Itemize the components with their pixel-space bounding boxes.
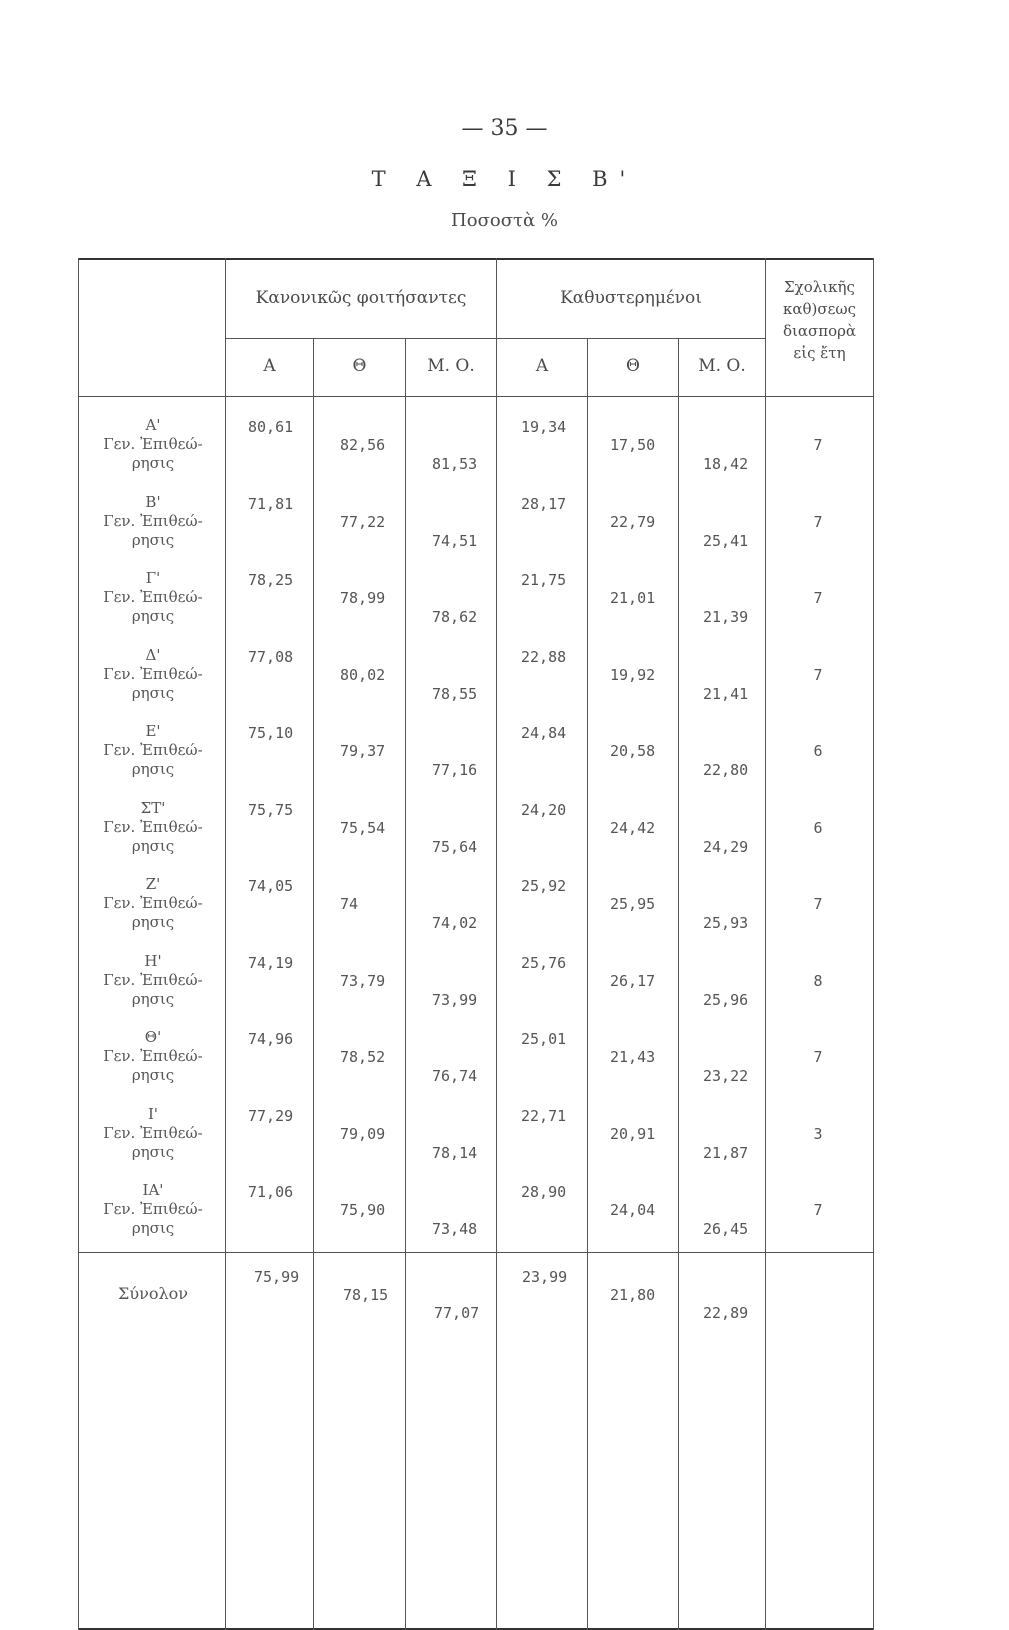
cell-delayed-mo: 25,93 [703,914,749,932]
cell-delayed-mo: 22,80 [703,761,749,779]
header-delayed-a: Α [535,356,549,376]
rule-total-top [78,1252,874,1253]
total-delayed-th: 21,80 [610,1286,656,1304]
header-delayed-mo: Μ. Ο. [698,356,746,376]
rule-delayed-th [678,338,679,1630]
row-label [78,1105,228,1162]
rule-header-bottom [78,396,874,397]
cell-delayed-mo: 21,87 [703,1143,749,1162]
header-regular-mo: Μ. Ο. [427,356,475,376]
row-label-line: Γεν. Ἐπιθεώ- [103,1200,203,1218]
rule-regular-th [405,338,406,1630]
cell-dispersion: 7 [813,665,823,684]
cell-delayed-th: 20,58 [610,742,656,760]
cell-regular-mo: 74,02 [432,914,478,932]
cell-delayed-mo: 24,29 [703,837,749,856]
cell-delayed-mo: 26,45 [703,1220,749,1238]
cell-delayed-th: 17,50 [610,436,656,454]
cell-delayed-a: 25,92 [521,877,567,895]
cell-regular-th: 78,99 [340,589,386,607]
rule-top [78,258,874,260]
row-label [78,952,228,1009]
row-label [78,799,228,856]
header-delayed-group: Καθυστερημένοι [560,288,702,308]
row-label-line: Θ' [144,1028,162,1046]
row-label-line: Γεν. Ἐπιθεώ- [103,664,203,683]
cell-dispersion: 3 [813,1124,823,1143]
total-regular-th: 78,15 [343,1286,389,1304]
cell-delayed-th: 24,42 [610,818,656,837]
cell-delayed-th: 26,17 [610,971,656,990]
header-delayed-th: Θ [626,356,640,376]
total-regular-mo: 77,07 [434,1304,480,1322]
cell-regular-th: 79,09 [340,1124,386,1143]
cell-dispersion: 7 [813,436,823,454]
cell-regular-a: 75,75 [248,800,294,819]
cell-regular-mo: 78,62 [432,608,478,626]
cell-regular-th: 78,52 [340,1048,386,1066]
cell-regular-mo: 73,48 [432,1220,478,1238]
cell-delayed-mo: 18,42 [703,455,749,473]
cell-delayed-a: 25,01 [521,1030,567,1048]
total-label: Σύνολον [118,1284,188,1303]
cell-dispersion: 8 [813,971,823,990]
total-delayed-a: 23,99 [522,1268,568,1286]
row-label-line: Γεν. Ἐπιθεώ- [103,894,203,912]
row-label-line: Ζ' [145,875,161,893]
cell-delayed-mo: 21,39 [703,608,749,626]
row-label-line: ΙΑ' [142,1181,164,1199]
header-regular-th: Θ [352,356,367,376]
row-label-line: Γεν. Ἐπιθεώ- [103,1047,203,1065]
header-dispersion [766,276,873,364]
row-label-line: ρησις [131,760,175,778]
cell-delayed-a: 19,34 [521,418,567,436]
cell-regular-a: 71,06 [248,1183,294,1201]
row-label-line: ρησις [131,913,175,931]
cell-regular-mo: 75,64 [432,837,478,856]
page-number: — 35 — [461,116,548,141]
row-label-line: Γεν. Ἐπιθεώ- [103,435,203,453]
row-label-line: Γεν. Ἐπιθεώ- [103,511,203,530]
cell-dispersion: 6 [813,818,823,837]
cell-dispersion: 7 [813,895,823,913]
cell-delayed-th: 21,43 [610,1048,656,1066]
rule-delayed-a [587,338,588,1630]
total-delayed-mo: 22,89 [703,1304,749,1322]
rule-regular-a [313,338,314,1630]
cell-delayed-mo: 21,41 [703,684,749,703]
row-label-line: Β' [145,492,161,511]
header-dispersion-line: διασπορὰ [782,322,857,340]
row-label [78,646,228,703]
row-label-line: ρησις [131,530,175,549]
cell-delayed-a: 24,20 [521,800,567,819]
row-label-line: ρησις [131,836,175,855]
rule-dispersion-col [765,258,766,1630]
row-label [78,722,228,779]
row-label-line: Α' [145,416,161,434]
cell-regular-th: 74 [340,895,359,913]
cell-regular-a: 77,29 [248,1106,294,1125]
cell-regular-a: 71,81 [248,494,294,513]
total-regular-a: 75,99 [254,1268,300,1286]
row-label-line: ρησις [131,607,175,625]
row-label [78,416,228,473]
cell-regular-mo: 78,14 [432,1143,478,1162]
row-label [78,1181,228,1238]
cell-regular-mo: 74,51 [432,531,478,550]
cell-regular-th: 82,56 [340,436,386,454]
cell-dispersion: 7 [813,1048,823,1066]
row-label-line: Γεν. Ἐπιθεώ- [103,970,203,989]
cell-delayed-mo: 23,22 [703,1067,749,1085]
cell-delayed-th: 24,04 [610,1201,656,1219]
cell-delayed-th: 20,91 [610,1124,656,1143]
cell-regular-mo: 77,16 [432,761,478,779]
row-label [78,1028,228,1085]
header-regular-a: Α [263,356,276,376]
cell-delayed-th: 25,95 [610,895,656,913]
cell-regular-th: 79,37 [340,742,386,760]
row-label-line: ρησις [131,989,175,1008]
header-dispersion-line: εἰς ἔτη [793,344,846,362]
rule-subheader [225,338,765,339]
cell-dispersion: 7 [813,589,823,607]
cell-regular-th: 75,54 [340,818,386,837]
row-label-line: Δ' [145,645,161,664]
cell-regular-a: 74,96 [248,1030,294,1048]
cell-regular-th: 73,79 [340,971,386,990]
cell-regular-th: 77,22 [340,512,386,531]
table-title: Τ Α Ξ Ι Σ Β' [371,167,638,191]
cell-delayed-a: 24,84 [521,724,567,742]
row-label [78,875,228,932]
cell-regular-mo: 78,55 [432,684,478,703]
cell-delayed-a: 28,17 [521,494,567,513]
header-dispersion-line: καθ)σεως [782,300,857,318]
cell-dispersion: 7 [813,512,823,531]
cell-delayed-a: 22,71 [521,1106,567,1125]
cell-regular-th: 75,90 [340,1201,386,1219]
row-label-line: Γ' [145,569,161,587]
row-label-line: ρησις [131,1066,175,1084]
row-label-line: ρησις [131,683,175,702]
cell-regular-a: 75,10 [248,724,294,742]
cell-delayed-th: 19,92 [610,665,656,684]
cell-delayed-th: 22,79 [610,512,656,531]
header-dispersion-line: Σχολικῆς [784,278,855,296]
cell-regular-a: 80,61 [248,418,294,436]
cell-regular-a: 74,19 [248,953,294,972]
cell-regular-mo: 76,74 [432,1067,478,1085]
row-label [78,569,228,626]
cell-delayed-mo: 25,41 [703,531,749,550]
row-label-line: Γεν. Ἐπιθεώ- [103,741,203,759]
table-subtitle: Ποσοστὰ % [451,210,558,231]
cell-delayed-a: 21,75 [521,571,567,589]
row-label-line: Γεν. Ἐπιθεώ- [103,1123,203,1142]
cell-delayed-th: 21,01 [610,589,656,607]
rule-right [873,258,874,1630]
cell-regular-th: 80,02 [340,665,386,684]
cell-delayed-a: 22,88 [521,647,567,666]
cell-dispersion: 7 [813,1201,823,1219]
cell-delayed-mo: 25,96 [703,990,749,1009]
row-label-line: Γεν. Ἐπιθεώ- [103,817,203,836]
cell-delayed-a: 28,90 [521,1183,567,1201]
row-label-line: Γεν. Ἐπιθεώ- [103,588,203,606]
rule-group-divider [496,258,497,1630]
row-label-line: ρησις [131,454,175,472]
row-label-line: Η' [144,951,162,970]
cell-regular-mo: 81,53 [432,455,478,473]
cell-regular-a: 74,05 [248,877,294,895]
cell-dispersion: 6 [813,742,823,760]
row-label-line: ρησις [131,1142,175,1161]
row-label-line: Ι' [147,1104,159,1123]
cell-regular-a: 78,25 [248,571,294,589]
row-label-line: Ε' [145,722,161,740]
cell-delayed-a: 25,76 [521,953,567,972]
statistics-table [78,258,874,1630]
row-label-line: ρησις [131,1219,175,1237]
cell-regular-mo: 73,99 [432,990,478,1009]
cell-regular-a: 77,08 [248,647,294,666]
row-label-line: ΣΤ' [140,798,166,817]
header-regular-group: Κανονικῶς φοιτήσαντες [255,288,467,308]
row-label [78,493,228,550]
